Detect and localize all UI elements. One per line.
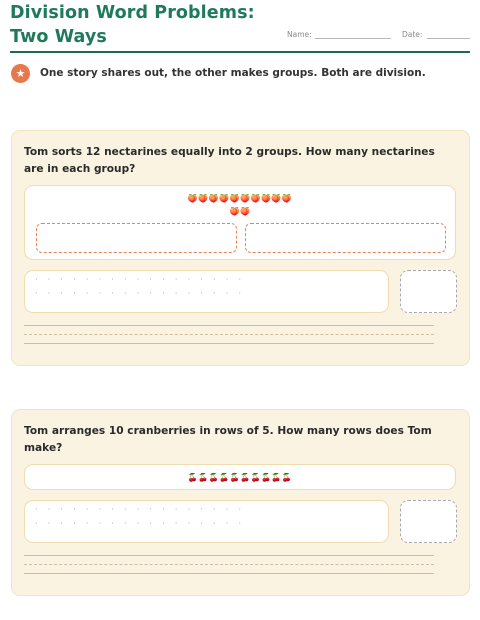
writing-line[interactable] xyxy=(24,555,434,556)
dot-grid-row: · · · · · · · · · · · · · · · · · xyxy=(35,505,241,514)
cranberry-icon: 🍒 xyxy=(229,473,240,482)
writing-midline xyxy=(24,334,434,335)
cranberry-icon: 🍒 xyxy=(281,473,293,482)
header-rule xyxy=(10,51,470,53)
problem-2-model-box xyxy=(24,464,456,490)
problem-1-question: Tom sorts 12 nectarines equally into 2 groups. How many nectarines are in each group? xyxy=(24,146,435,175)
writing-line[interactable] xyxy=(24,573,434,574)
name-field[interactable] xyxy=(287,30,312,39)
problem-1-model-box xyxy=(24,185,456,260)
page-title xyxy=(10,1,255,49)
writing-line[interactable] xyxy=(24,325,434,326)
star-icon: ★ xyxy=(11,64,30,83)
title-line-2: Two Ways xyxy=(10,27,107,47)
nectarine-icon: 🍑 xyxy=(198,194,209,203)
nectarine-icon: 🍑 xyxy=(219,194,230,203)
date-line[interactable] xyxy=(427,38,470,39)
nectarine-icon: 🍑 xyxy=(229,207,240,216)
date-field[interactable] xyxy=(402,30,422,39)
nectarine-icon: 🍑 xyxy=(187,194,199,203)
intro-text: One story shares out, the other makes groups. Both are division. xyxy=(40,67,426,79)
cranberry-icon: 🍒 xyxy=(260,473,272,482)
dot-grid-row: · · · · · · · · · · · · · · · · · xyxy=(35,289,241,298)
group-slot-2[interactable] xyxy=(245,223,446,253)
problem-2-question: Tom arranges 10 cranberries in rows of 5. How many rows does Tom make? xyxy=(24,425,432,454)
problem-1-work-area[interactable] xyxy=(24,270,389,313)
nectarine-icon: 🍑 xyxy=(240,194,251,203)
cranberry-icon: 🍒 xyxy=(219,473,230,482)
problem-2-answer-box[interactable] xyxy=(400,500,457,543)
problem-2-work-area[interactable] xyxy=(24,500,389,543)
cranberry-icon: 🍒 xyxy=(198,473,209,482)
nectarine-icon: 🍑 xyxy=(271,194,282,203)
problem-card-1 xyxy=(11,130,470,366)
cranberry-icon: 🍒 xyxy=(271,473,282,482)
cranberry-icon: 🍒 xyxy=(240,473,251,482)
group-slot-1[interactable] xyxy=(36,223,237,253)
nectarine-icon: 🍑 xyxy=(208,194,220,203)
writing-line[interactable] xyxy=(24,343,434,344)
nectarine-row-2 xyxy=(25,207,455,217)
nectarine-row-1 xyxy=(25,194,455,204)
date-label: Date: xyxy=(402,30,423,39)
title-line-1: Division Word Problems: xyxy=(10,3,255,23)
nectarine-icon: 🍑 xyxy=(250,194,261,203)
cranberry-icon: 🍒 xyxy=(187,473,199,482)
nectarine-icon: 🍑 xyxy=(260,194,272,203)
nectarine-icon: 🍑 xyxy=(240,207,251,216)
problem-card-2 xyxy=(11,409,470,596)
dot-grid-row: · · · · · · · · · · · · · · · · · xyxy=(35,275,241,284)
dot-grid-row: · · · · · · · · · · · · · · · · · xyxy=(35,519,241,528)
nectarine-icon: 🍑 xyxy=(281,194,293,203)
name-line[interactable] xyxy=(315,38,391,39)
writing-midline xyxy=(24,564,434,565)
name-label: Name: xyxy=(287,30,312,39)
cranberry-row xyxy=(25,473,455,483)
cranberry-icon: 🍒 xyxy=(250,473,261,482)
nectarine-icon: 🍑 xyxy=(229,194,240,203)
problem-1-answer-box[interactable] xyxy=(400,270,457,313)
cranberry-icon: 🍒 xyxy=(208,473,220,482)
